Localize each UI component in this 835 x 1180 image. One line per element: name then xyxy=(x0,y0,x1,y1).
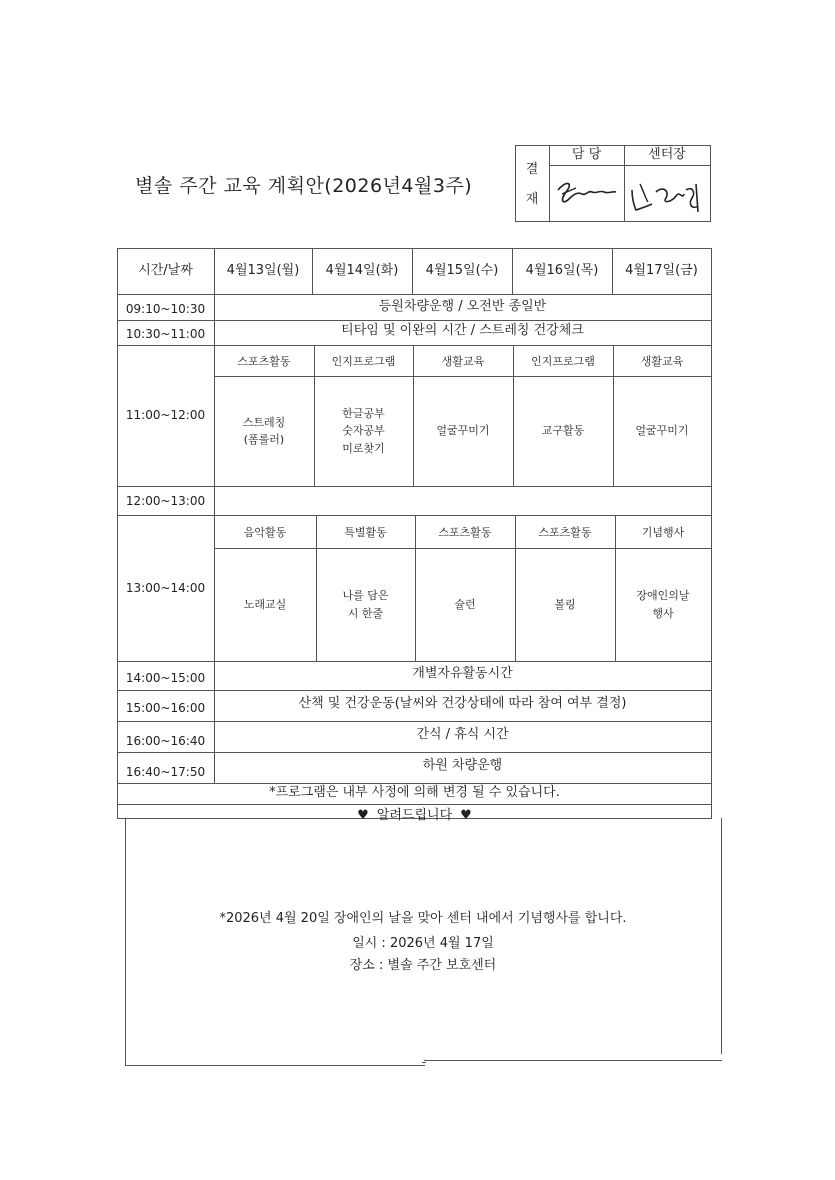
row-commute-morning: 등원차량운행 / 오전반 종일반 xyxy=(378,298,547,314)
time-1030: 10:30~11:00 xyxy=(125,327,206,342)
time-0910: 09:10~10:30 xyxy=(125,301,206,316)
approval-label-bottom: 재 xyxy=(525,191,539,207)
category-thu-am: 인지프로그램 xyxy=(531,354,595,368)
time-1100: 11:00~12:00 xyxy=(125,408,206,423)
signature-director xyxy=(626,172,708,218)
category-mon-am: 스포츠활동 xyxy=(237,354,291,368)
row-walk-exercise: 산책 및 건강운동(날씨와 건강상태에 따라 참여 여부 결정) xyxy=(298,696,627,712)
category-wed-pm: 스포츠활동 xyxy=(438,525,492,539)
category-fri-am: 생활교육 xyxy=(640,354,684,368)
heart-icon: ♥ xyxy=(357,807,369,823)
approval-col-manager: 담 당 xyxy=(571,146,602,162)
time-1300: 13:00~14:00 xyxy=(125,580,206,595)
time-1640: 16:40~17:50 xyxy=(125,765,206,780)
activity-mon-pm: 노래교실 xyxy=(243,597,287,611)
row-free-activity: 개별자유활동시간 xyxy=(412,665,513,681)
activity-fri-am: 얼굴꾸미기 xyxy=(635,424,689,438)
activity-wed-pm: 슐런 xyxy=(454,597,476,611)
activity-thu-am: 교구활동 xyxy=(541,424,585,438)
category-tue-am: 인지프로그램 xyxy=(331,354,396,368)
row-lunch xyxy=(214,486,711,515)
activity-thu-pm: 볼링 xyxy=(554,597,576,611)
header-day-wed: 4월15일(수) xyxy=(425,262,499,278)
header-day-thu: 4월16일(목) xyxy=(525,262,599,278)
header-day-fri: 4월17일(금) xyxy=(625,262,698,278)
activity-mon-am: 스트레칭 (폼롤러) xyxy=(242,415,286,446)
header-day-mon: 4월13일(월) xyxy=(226,262,300,278)
activity-tue-am: 한글공부 숫자공부 미로찾기 xyxy=(342,407,385,455)
signature-manager xyxy=(552,172,622,216)
activity-fri-pm: 장애인의날 행사 xyxy=(636,589,690,620)
notice-title-row xyxy=(117,805,712,827)
time-1200: 12:00~13:00 xyxy=(125,494,206,509)
time-1400: 14:00~15:00 xyxy=(125,670,206,685)
notice-line-event: *2026년 4월 20일 장애인의 날을 맞아 센터 내에서 기념행사를 합니다. xyxy=(219,910,627,926)
header-time-date: 시간/날짜 xyxy=(138,262,193,278)
row-commute-evening: 하원 차량운행 xyxy=(422,758,503,774)
header-day-tue: 4월14일(화) xyxy=(325,262,399,278)
heart-icon: ♥ xyxy=(460,807,472,823)
notice-line-date: 일시 : 2026년 4월 17일 xyxy=(352,935,494,951)
category-tue-pm: 특별활동 xyxy=(344,525,387,539)
category-wed-am: 생활교육 xyxy=(441,354,485,368)
category-thu-pm: 스포츠활동 xyxy=(538,525,592,539)
notice-title: 알려드립니다 xyxy=(376,807,453,823)
approval-col-director: 센터장 xyxy=(648,146,686,162)
category-fri-pm: 기념행사 xyxy=(641,525,685,539)
time-1500: 15:00~16:00 xyxy=(125,701,206,716)
category-mon-pm: 음악활동 xyxy=(243,525,287,539)
notice-line-place: 장소 : 별솔 주간 보호센터 xyxy=(349,957,497,973)
row-snack-rest: 간식 / 휴식 시간 xyxy=(416,727,509,743)
time-1600: 16:00~16:40 xyxy=(125,734,206,749)
activity-tue-pm: 나를 담은 시 한줄 xyxy=(342,589,389,620)
program-change-note: *프로그램은 내부 사정에 의해 변경 될 수 있습니다. xyxy=(269,785,560,801)
approval-label-top: 결 xyxy=(525,161,539,177)
row-teatime: 티타임 및 이완의 시간 / 스트레칭 건강체크 xyxy=(341,323,584,339)
activity-wed-am: 얼굴꾸미기 xyxy=(436,424,490,438)
page-title: 별솔 주간 교육 계획안(2026년4월3주) xyxy=(135,175,473,197)
